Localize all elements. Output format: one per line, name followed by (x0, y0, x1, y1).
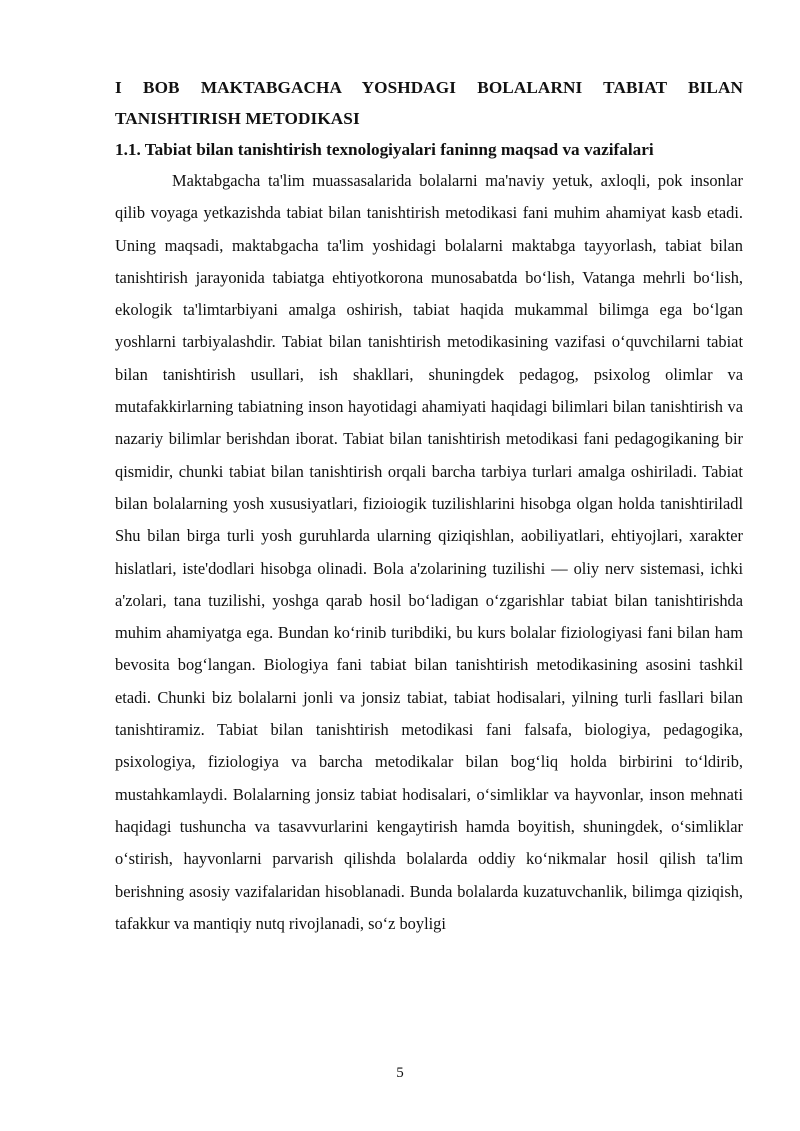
section-title: 1.1. Tabiat bilan tanishtirish texnologiyalari faninng maqsad va vazifalari (115, 140, 654, 159)
chapter-title: I BOB MAKTABGACHA YOSHDAGI BOLALARNI TABIAT BILAN TANISHTIRISH METODIKASI (115, 78, 743, 128)
body-paragraph: Maktabgacha ta'lim muassasalarida bolalarni ma'naviy yetuk, axloqli, pok insonlar qilib voyaga yetkazishda tabiat bilan tanishtirish metodikasi fani muhim ahamiyat kasb etadi. Uning maqsadi, maktabgacha ta'lim yoshidagi bolalarni maktabga tayyorlash, tabiat bilan tanishtirish jarayonida tabiatga ehtiyotkorona munosabatda bo‘lish, Vatanga mehrli bo‘lish, ekologik ta'limtarbiyani amalga oshirish, tabiat haqida mukammal bilimga ega bo‘lgan yoshlarni tarbiyalashdir. Tabiat bilan tanishtirish metodikasining vazifasi o‘quvchilarni tabiat bilan tanishtirish usullari, ish shakllari, shuningdek pedagog, psixolog olimlar va mutafakkirlarning tabiatning inson hayotidagi ahamiyati haqidagi bilimlari bilan tanishtirish va nazariy bilimlar berishdan iborat. Tabiat bilan tanishtirish metodikasi fani pedagogikaning bir qismidir, chunki tabiat bilan tanishtirish orqali barcha tarbiya turlari amalga oshiriladi. Tabiat bilan bolalarning yosh xususiyatlari, fizioiogik tuzilishlarini hisobga olgan holda tanishtiriladl Shu bilan birga turli yosh guruhlarda ularning qiziqishlan, aobiliyatlari, ehtiyojlari, xarakter hislatlari, iste'dodlari hisobga olinadi. Bola a'zolarining tuzilishi — oliy nerv sistemasi, ichki a'zolari, tana tuzilishi, yoshga qarab hosil bo‘ladigan o‘zgarishlar tabiat bilan tanishtirishda muhim ahamiyatga ega. Bundan ko‘rinib turibdiki, bu kurs bolalar fiziologiyasi fani bilan ham bevosita bog‘langan. Biologiya fani tabiat bilan tanishtirish metodikasining asosini tashkil etadi. Chunki biz bolalarni jonli va jonsiz tabiat, tabiat hodisalari, yilning turli fasllari bilan tanishtiramiz. Tabiat bilan tanishtirish metodikasi fani falsafa, biologiya, pedagogika, psixologiya, fiziologiya va barcha metodikalar bilan bog‘liq holda birbirini to‘ldirib, mustahkamlaydi. Bolalarning jonsiz tabiat hodisalari, o‘simliklar va hayvonlar, inson mehnati haqidagi tushuncha va tasavvurlarini kengaytirish hamda boyitish, shuningdek, o‘simliklar o‘stirish, hayvonlarni parvarish qilishda bolalarda oddiy ko‘nikmalar hosil qilish ta'lim berishning asosiy vazifalaridan hisoblanadi. Bunda bolalarda kuzatuvchanlik, bilimga qiziqish, tafakkur va mantiqiy nutq rivojlanadi, so‘z boyligi (115, 171, 743, 933)
page-content (115, 72, 743, 940)
page-number: 5 (396, 1065, 404, 1081)
